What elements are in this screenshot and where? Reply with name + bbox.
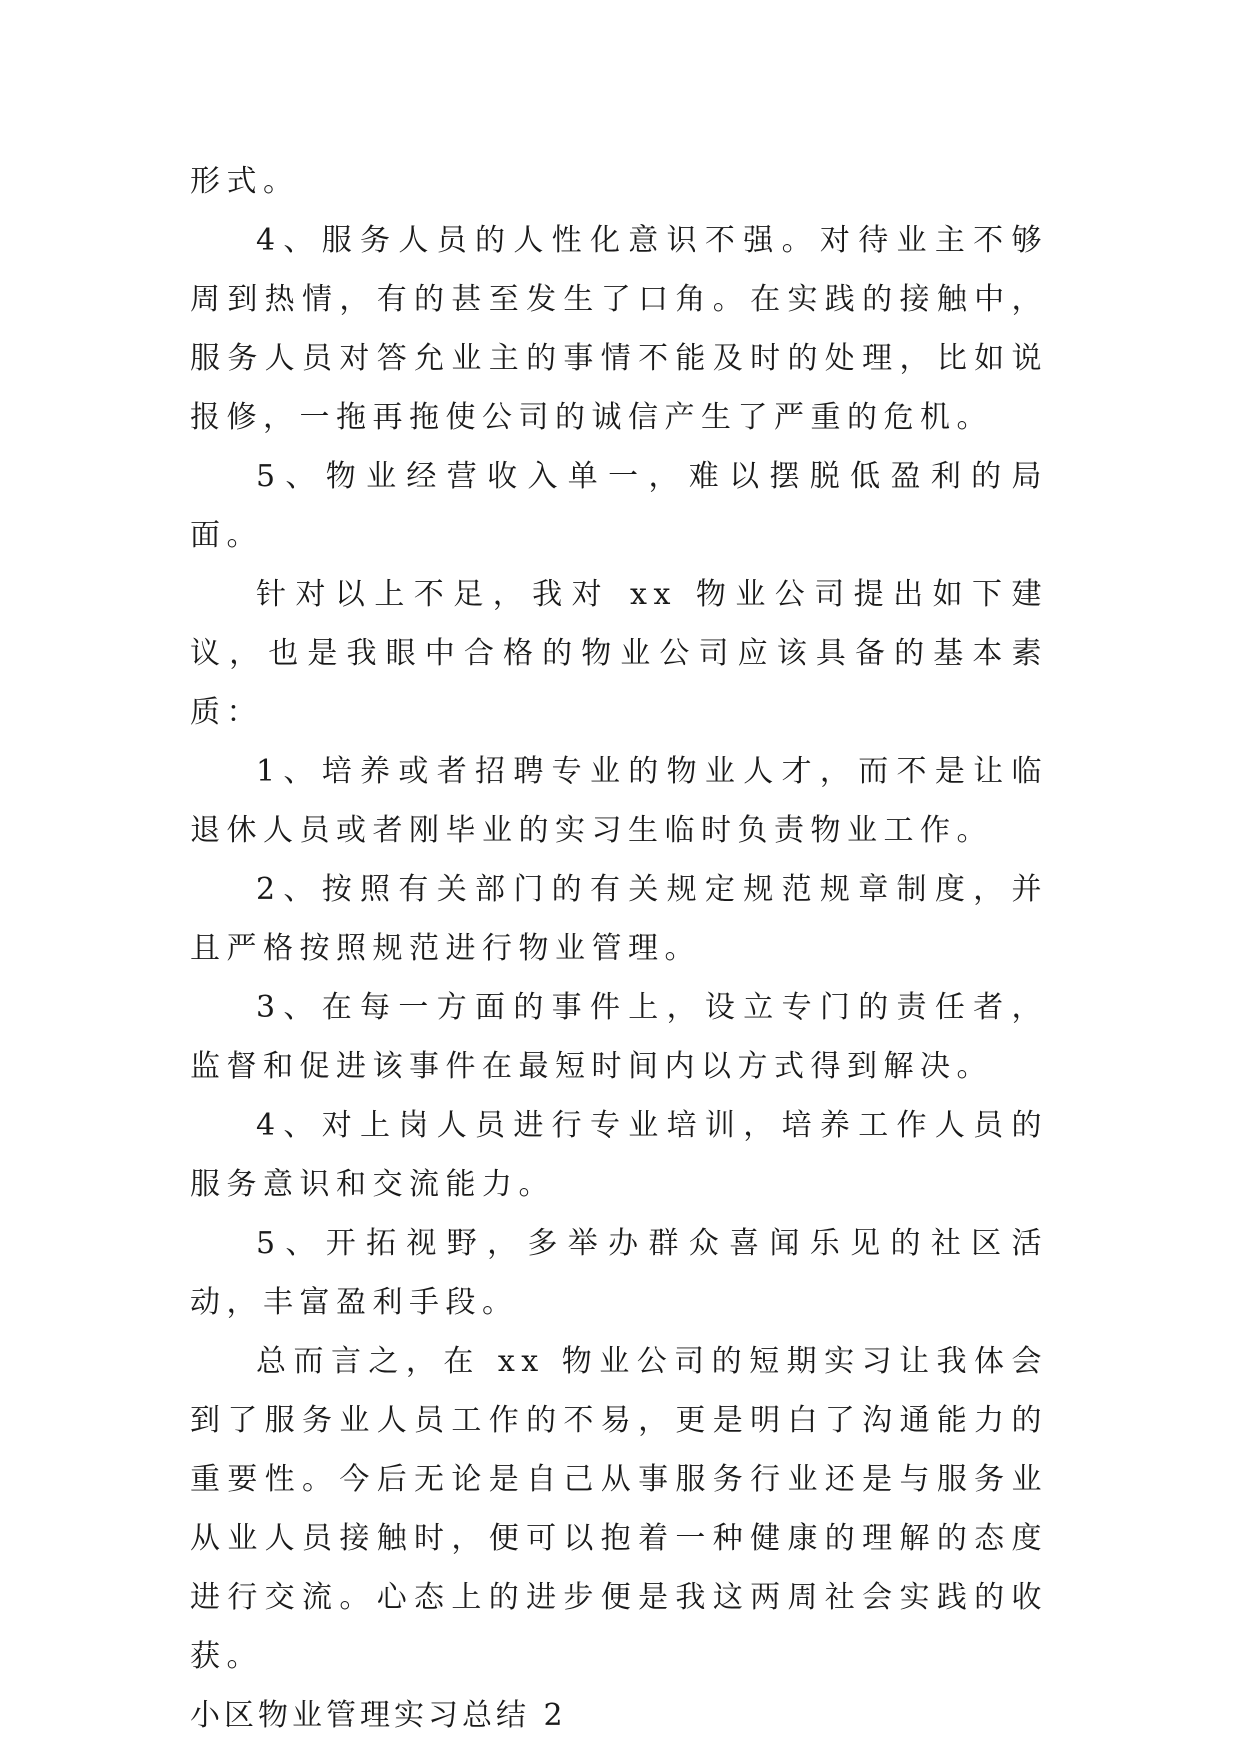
paragraph-9: 5、开拓视野，多举办群众喜闻乐见的社区活动，丰富盈利手段。 (190, 1226, 1048, 1320)
paragraph-6: 2、按照有关部门的有关规定规范规章制度，并且严格按照规范进行物业管理。 (190, 872, 1048, 966)
document-body (190, 152, 1048, 1745)
paragraph-2: 4、服务人员的人性化意识不强。对待业主不够周到热情，有的甚至发生了口角。在实践的接触中，服务人员对答允业主的事情不能及时的处理，比如说报修，一拖再拖使公司的诚信产生了严重的危机。 (190, 223, 1048, 435)
paragraph-3: 5、物业经营收入单一，难以摆脱低盈利的局面。 (190, 459, 1048, 553)
paragraph-1: 形式。 (190, 164, 300, 199)
paragraph-7: 3、在每一方面的事件上，设立专门的责任者，监督和促进该事件在最短时间内以方式得到解决。 (190, 990, 1048, 1084)
paragraph-4: 针对以上不足，我对 xx 物业公司提出如下建议，也是我眼中合格的物业公司应该具备的基本素质： (190, 577, 1048, 730)
paragraph-8: 4、对上岗人员进行专业培训，培养工作人员的服务意识和交流能力。 (190, 1108, 1048, 1202)
section-heading: 小区物业管理实习总结 2 (190, 1698, 567, 1733)
paragraph-5: 1、培养或者招聘专业的物业人才，而不是让临退休人员或者刚毕业的实习生临时负责物业工作。 (190, 754, 1048, 848)
paragraph-10: 总而言之，在 xx 物业公司的短期实习让我体会到了服务业人员工作的不易，更是明白了沟通能力的重要性。今后无论是自己从事服务行业还是与服务业从业人员接触时，便可以抱着一种健康的理解的态度进行交流。心态上的进步便是我这两周社会实践的收获。 (190, 1344, 1048, 1674)
